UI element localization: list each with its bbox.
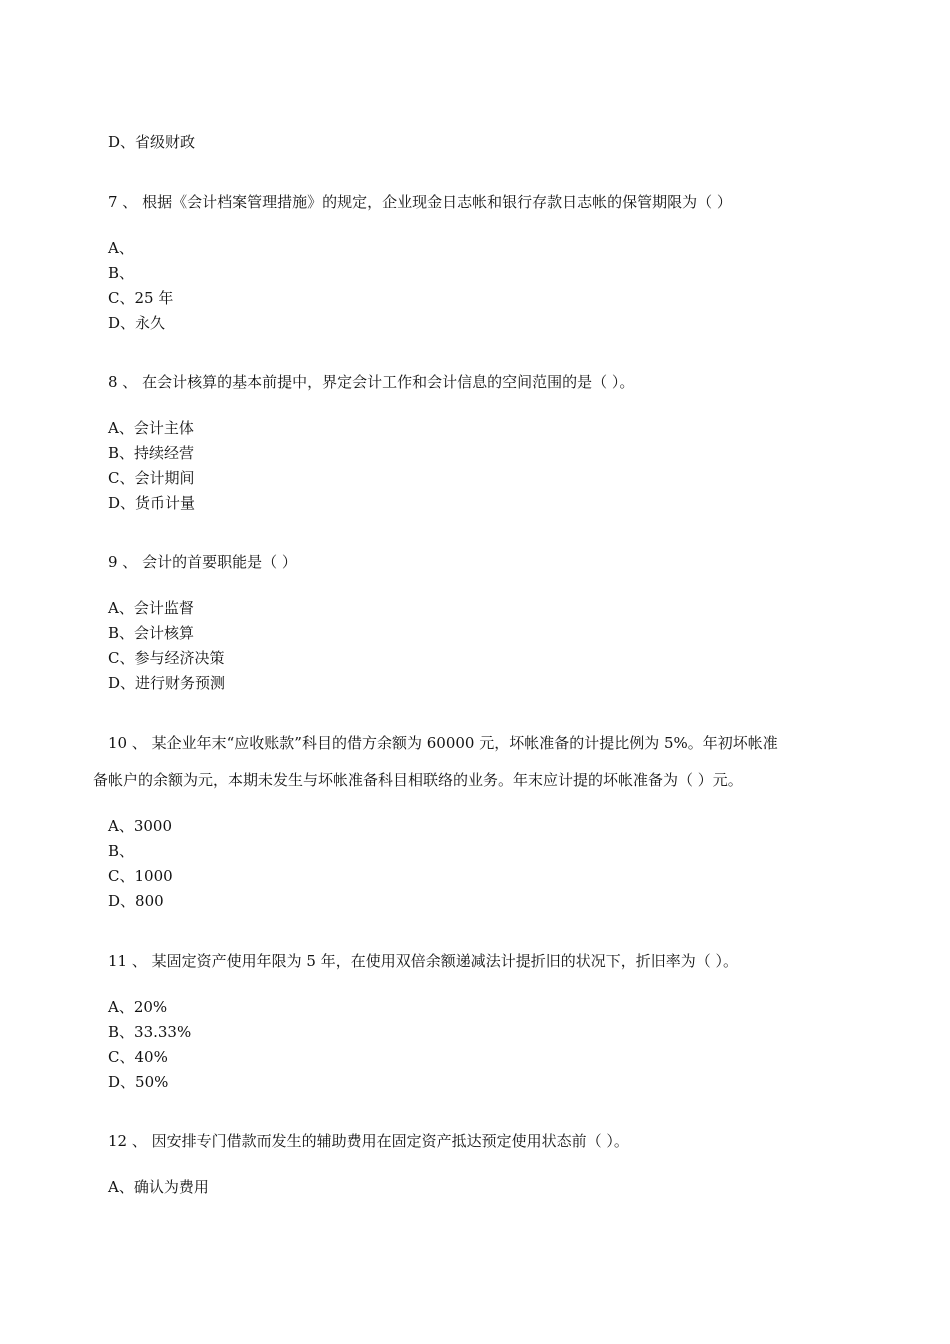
question-7-option-b: B、 — [108, 264, 135, 282]
question-7-option-c: C、25 年 — [108, 289, 174, 307]
question-9-option-b: B、会计核算 — [108, 624, 195, 642]
question-9-option-a: A、会计监督 — [108, 599, 194, 617]
question-8-option-d: D、货币计量 — [108, 494, 196, 512]
question-8-stem: 8 、 在会计核算的基本前提中，界定会计工作和会计信息的空间范围的是（ ）。 — [108, 373, 635, 391]
question-11-option-b: B、33.33% — [108, 1023, 192, 1041]
question-9-option-c: C、参与经济决策 — [108, 649, 225, 667]
question-10-stem-line-1: 10 、 某企业年末“应收账款”科目的借方余额为 60000 元，坏帐准备的计提比例为 5%。年初坏帐准 — [108, 734, 778, 752]
question-10-option-a: A、3000 — [108, 817, 173, 835]
question-8-option-c: C、会计期间 — [108, 469, 195, 487]
question-9-option-d: D、进行财务预测 — [108, 674, 226, 692]
question-7-option-a: A、 — [108, 239, 134, 257]
question-11-option-c: C、40% — [108, 1048, 168, 1066]
question-7-stem: 7 、 根据《会计档案管理措施》的规定，企业现金日志帐和银行存款日志帐的保管期限为（ ） — [108, 193, 732, 211]
question-9-stem: 9 、 会计的首要职能是（ ） — [108, 553, 297, 571]
question-8-option-b: B、持续经营 — [108, 444, 195, 462]
question-7-option-d: D、永久 — [108, 314, 166, 332]
question-11-option-d: D、50% — [108, 1073, 169, 1091]
question-11-stem: 11 、 某固定资产使用年限为 5 年，在使用双倍余额递减法计提折旧的状况下，折旧率为（ ）。 — [108, 952, 738, 970]
question-12-option-a: A、确认为费用 — [108, 1178, 209, 1196]
question-10-option-b: B、 — [108, 842, 135, 860]
question-10-option-d: D、800 — [108, 892, 164, 910]
question-11-option-a: A、20% — [108, 998, 168, 1016]
prev-question-option-d: D、省级财政 — [108, 133, 196, 151]
question-12-stem: 12 、 因安排专门借款而发生的辅助费用在固定资产抵达预定使用状态前（ ）。 — [108, 1132, 629, 1150]
question-10-stem-line-2: 备帐户的余额为元，本期未发生与坏帐准备科目相联络的业务。年末应计提的坏帐准备为（ ）元。 — [93, 771, 743, 789]
question-8-option-a: A、会计主体 — [108, 419, 194, 437]
question-10-option-c: C、1000 — [108, 867, 173, 885]
